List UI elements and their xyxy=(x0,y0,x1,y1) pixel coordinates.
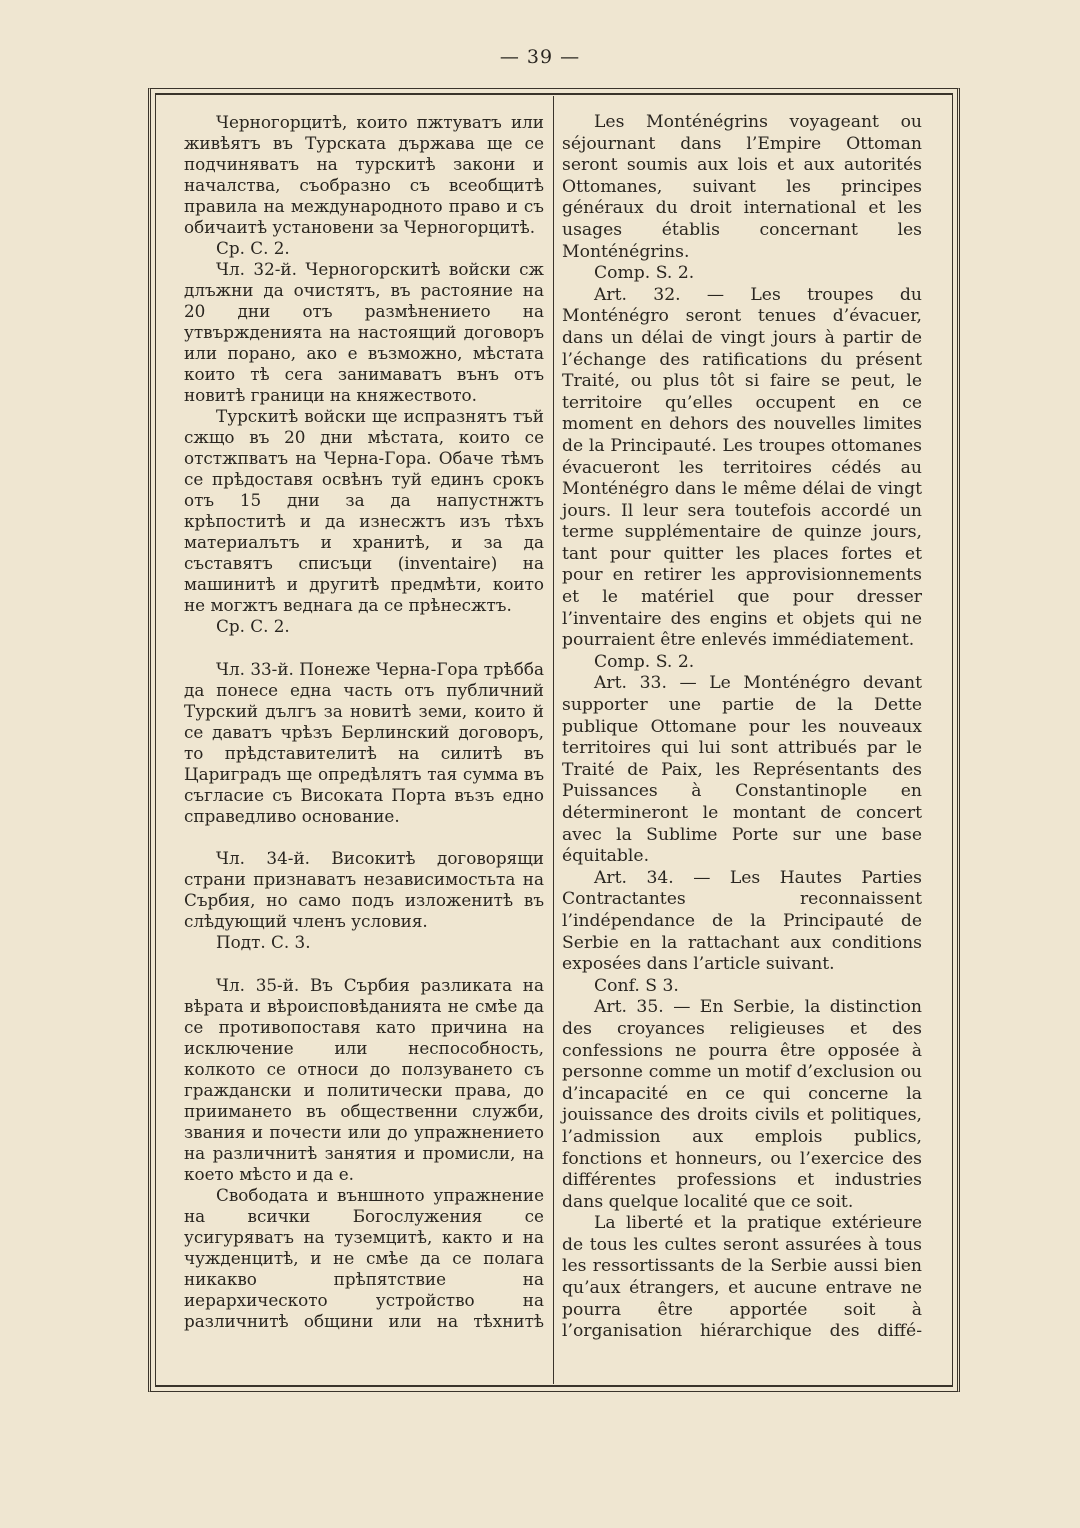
paragraph-article-35: Art. 35. — En Serbie, la distinction des croyances religieuses et des confessions ne pourra être opposée à personne comme un motif d’exclusion ou d’incapacité en ce qui concerne la jouissance des droits civils et politiques, l’admission aux emplois publics, fonctions et honneurs, ou l’exercice des différentes professions et industries dans quelque localité que ce soit. xyxy=(562,997,922,1212)
paragraph: Черногорцитѣ, които пжтуватъ или живѣятъ въ Турската държава ще се подчиняватъ на турскитѣ закони и началства, съобразно съ всеобщитѣ правила на международното право и съ обичаитѣ установени за Черногорцитѣ. xyxy=(184,112,544,237)
reference: Ср. С. 2. xyxy=(216,238,290,258)
paragraph: Les Monténégrins voyageant ou séjournant dans l’Empire Ottoman seront soumis aux lois et aux autorités Ottomanes, suivant les principes généraux du droit international et les usages établis concernant les Monténégrins. xyxy=(562,112,922,262)
column-divider xyxy=(553,96,554,1384)
paragraph-article-34: Чл. 34-й. Високитѣ договорящи страни признаватъ независимостьта на Сърбия, но само подъ изложенитѣ въ слѣдующий членъ условия. xyxy=(184,848,544,932)
reference: Comp. S. 2. xyxy=(594,651,695,672)
paragraph-article-33: Чл. 33-й. Понеже Черна-Гора трѣбба да понесе една часть отъ публичний Турский дългъ за новитѣ земи, които й се даватъ чрѣзъ Берлинский договоръ, то прѣдставителитѣ на силитѣ въ Цариградъ ще опредѣлятъ тая сумма въ съгласие съ Високата Порта възъ едно справедливо основание. xyxy=(184,658,544,826)
paragraph: Турскитѣ войски ще испразнятъ тъй сжщо въ 20 дни мѣстата, които се отстжпватъ на Черна-Гора. Обаче тѣмъ се прѣдоставя освѣнъ туй единъ срокъ отъ 15 дни за да напустнжтъ крѣпоститѣ и да изнесжтъ изъ тѣхъ материалътъ и хранитѣ, и за да съставятъ списъци (inventaire) на машинитѣ и другитѣ предмѣти, които не могжтъ веднага да се прѣнесжтъ. xyxy=(184,406,544,615)
paragraph-article-33: Art. 33. — Le Monténégro devant supporter une partie de la Dette publique Ottomane pour les nouveaux territoires qui lui sont attribués par le Traité de Paix, les Représentants des Puissances à Constantinople en détermineront le montant de concert avec la Sublime Porte sur une base équitable. xyxy=(562,673,922,867)
paragraph: La liberté et la pratique extérieure de tous les cultes seront assurées à tous les ressortissants de la Serbie aussi bien qu’aux étrangers, et aucune entrave ne pourra être apportée soit à l’organisation hiérarchique des diffé- xyxy=(562,1213,922,1342)
reference: Ср. С. 2. xyxy=(216,616,290,636)
paragraph-article-34: Art. 34. — Les Hautes Parties Contractantes reconnaissent l’indépendance de la Principauté de Serbie en la rattachant aux conditions exposées dans l’article suivant. xyxy=(562,867,922,975)
reference: Conf. S 3. xyxy=(594,975,679,996)
reference: Comp. S. 2. xyxy=(594,263,695,284)
french-column xyxy=(562,112,922,1343)
paragraph: Свободата и външното упражнение на всички Богослужения се усигуряватъ на туземцитѣ, както и на чужденцитѣ, и не смѣе да се полага никакво прѣпятствие на иерархическото устройство на различнитѣ общини или на тѣхнитѣ xyxy=(184,1184,544,1331)
page-number: — 39 — xyxy=(499,46,581,68)
paragraph-article-35: Чл. 35-й. Въ Сърбия разликата на вѣрата и вѣроисповѣданията не смѣе да се противопоставя като причина на исключение или неспособность, колкото се относи до ползуването съ граждански и политически права, до приимането въ общественни служби, звания и почести или до упражнението на различнитѣ занятия и промисли, на което мѣсто и да е. xyxy=(184,974,544,1184)
paragraph-article-32: Чл. 32-й. Черногорскитѣ войски сж длъжни да очистятъ, въ растояние на 20 дни отъ размѣнението на утвържденията на настоящий договоръ или порано, ако е възможно, мѣстата които тѣ сега занимаватъ вънъ отъ новитѣ граници на княжеството. xyxy=(184,259,544,405)
bulgarian-column xyxy=(184,112,544,1332)
reference: Подт. С. 3. xyxy=(216,932,311,953)
paragraph-article-32: Art. 32. — Les troupes du Monténégro seront tenues d’évacuer, dans un délai de vingt jours à partir de l’échange des ratifications du présent Traité, ou plus tôt si faire se peut, le territoire qu’elles occupent en ce moment en dehors des nouvelles limites de la Principauté. Les troupes ottomanes évacueront les territoires cédés au Monténégro dans le même délai de vingt jours. Il leur sera toutefois accordé un terme supplémentaire de quinze jours, tant pour quitter les places fortes et pour en retirer les approvisionnements et le matériel que pour dresser l’inventaire des engins et objets qui ne pourraient être enlevés immédiatement. xyxy=(562,284,922,651)
